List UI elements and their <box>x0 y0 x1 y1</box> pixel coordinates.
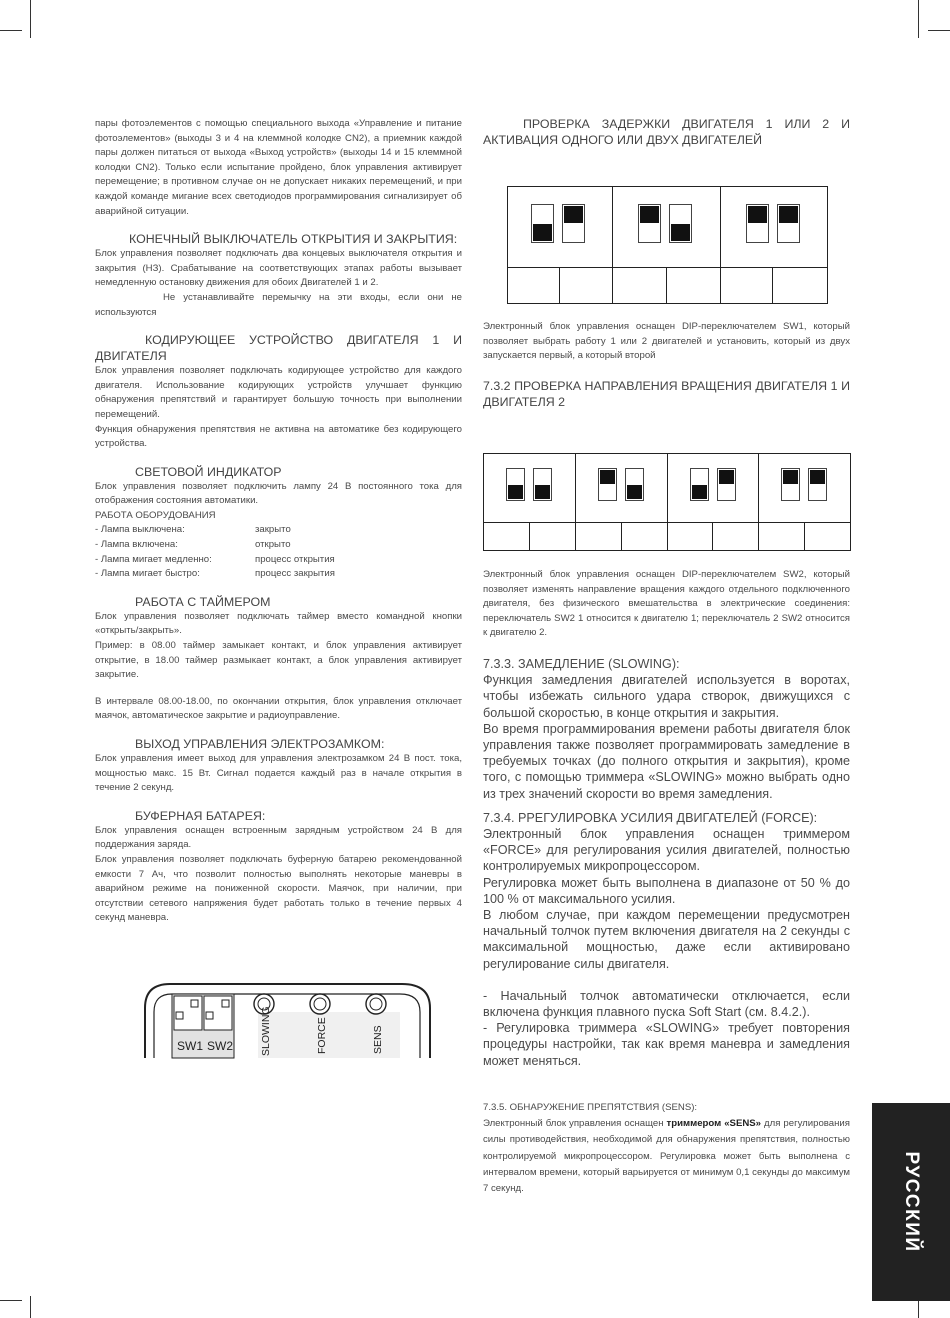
dip-switch-knob <box>600 470 615 484</box>
dip-switch-3-1 <box>746 204 769 243</box>
sens-heading: 7.3.5. ОБНАРУЖЕНИЕ ПРЕПЯТСТВИЯ (SENS): <box>483 1102 698 1113</box>
force-note-2: - Регулировка триммера «SLOWING» требует повторения процедуры настройки, так как время маневра и замедления может меняться. <box>483 1021 850 1068</box>
dip-switch-knob <box>719 470 734 484</box>
dip-switch-3-2 <box>777 204 800 243</box>
force-label: FORCE <box>316 1017 328 1054</box>
dip-switch-knob <box>783 470 798 484</box>
encoder-text: Блок управления позволяет подключать кодирующее устройство для каждого двигателя. Использование кодирующих устройств улучшает функцию обнаружения препятствий и гарантирует большую точность при выполнении перемещений. <box>95 365 462 420</box>
sw1-caption: Электронный блок управления оснащен DIP-переключателем SW1, который позволяет выбрать работу 1 или 2 двигателей и установить, который из двух запускается первый, а который второй <box>483 321 850 362</box>
limit-switch-heading: КОНЕЧНЫЙ ВЫКЛЮЧАТЕЛЬ ОТКРЫТИЯ И ЗАКРЫТИЯ: <box>129 232 458 247</box>
sens-section <box>483 1100 850 1197</box>
dip-switch-4-2 <box>808 468 827 501</box>
sw1-dip-diagram <box>507 186 828 304</box>
crop-mark <box>918 0 919 38</box>
sw2-dip-diagram <box>483 453 851 551</box>
dip-switch-1-1 <box>506 468 525 501</box>
delay-heading: ПРОВЕРКА ЗАДЕРЖКИ ДВИГАТЕЛЯ 1 ИЛИ 2 И АКТИВАЦИЯ ОДНОГО ИЛИ ДВУХ ДВИГАТЕЛЕЙ <box>483 117 850 147</box>
control-board-illustration <box>140 978 440 1063</box>
lamp-heading: СВЕТОВОЙ ИНДИКАТОР <box>135 464 282 479</box>
dip-switch-1-2 <box>533 468 552 501</box>
slowing-section <box>483 656 850 1069</box>
encoder-note: Функция обнаружения препятствия не активна на автоматике без кодирующего устройства. <box>95 423 462 450</box>
dip-switch-2-2 <box>669 204 692 243</box>
lamp-text: Блок управления позволяет подключить лампу 24 В постоянного тока для отображения состояния автоматики. <box>95 480 462 507</box>
crop-mark <box>30 0 31 38</box>
dip-switch-1-2 <box>562 204 585 243</box>
lamp-state-row: - Лампа мигает медленно: процесс открытия <box>95 553 335 565</box>
slowing-label: SLOWING <box>260 1006 272 1056</box>
dip-switch-4-1 <box>781 468 800 501</box>
left-column <box>95 117 462 926</box>
battery-text-2: Блок управления позволяет подключать буферную батарею рекомендованной емкости 7 Ач, что позволит полностью выполнять некоторые маневры в аварийном режиме на пониженной скорости. Маячок, при наличии, при отсутствии сетевого напряжения будет работать только в течение первых 4 секунд маневра. <box>95 853 462 924</box>
sw2-caption-block <box>483 568 850 641</box>
sens-label: SENS <box>372 1025 384 1054</box>
timer-text-1: Блок управления позволяет подключать таймер вместо командной кнопки «открыть/закрыть». <box>95 610 462 637</box>
sw1-label: SW1 <box>177 1039 204 1053</box>
dip-switch-2-1 <box>638 204 661 243</box>
encoder-heading: КОДИРУЮЩЕЕ УСТРОЙСТВО ДВИГАТЕЛЯ 1 И ДВИГАТЕЛЯ <box>95 333 462 364</box>
dip-switch-2-1 <box>598 468 617 501</box>
dip-switch-knob <box>692 485 707 499</box>
dip-switch-knob <box>779 206 798 223</box>
dip-switch-3-2 <box>717 468 736 501</box>
crop-mark <box>928 30 950 31</box>
dip-switch-knob <box>748 206 767 223</box>
force-heading: 7.3.4. РРЕГУЛИРОВКА УСИЛИЯ ДВИГАТЕЛЕЙ (FORCE): <box>483 810 818 825</box>
lock-heading: ВЫХОД УПРАВЛЕНИЯ ЭЛЕКТРОЗАМКОМ: <box>135 737 385 751</box>
dip-switch-knob <box>671 224 690 241</box>
lamp-subtitle: РАБОТА ОБОРУДОВАНИЯ <box>95 509 216 521</box>
dip-switch-knob <box>508 485 523 499</box>
lamp-state-row: - Лампа выключена: закрыто <box>95 524 291 536</box>
dip-switch-knob <box>535 485 550 499</box>
timer-heading: РАБОТА С ТАЙМЕРОМ <box>135 594 271 609</box>
crop-mark <box>0 30 22 31</box>
slowing-heading: 7.3.3. ЗАМЕДЛЕНИЕ (SLOWING): <box>483 657 680 671</box>
delay-heading-block <box>483 116 850 148</box>
intro-paragraph: пары фотоэлементов с помощью специального выхода «Управление и питание фотоэлементов» (выходы 3 и 4 на клеммной колодке CN2), а приемник каждой пары должен питаться от выхода «Выход устройств» (выходы 14 и 15 клеммной колодки CN2). Только если испытание пройдено, блок управления активирует перемещение; в противном случае он не допускает никаких перемещений, и при каждой команде мигание всех светодиодов программирования сигнализирует об аварийной ситуации. <box>95 118 462 217</box>
limit-switch-text: Блок управления позволяет подключать два концевых выключателя открытия и закрытия (НЗ). Срабатывание на соответствующих этапах работы вызывает немедленную остановку движения для обоих Двигателей 1 и 2. <box>95 248 462 289</box>
slowing-text-2: Во время программирования времени работы двигателя блок управления также позволяет программировать замедление в требуемых точках (до полного открытия и закрытия), кроме того, с помощью триммера «SLOWING» можно выбрать одно из трех значений скорости во время замедления. <box>483 721 850 801</box>
battery-text-1: Блок управления оснащен встроенным зарядным устройством 24 В для поддержания заряда. <box>95 824 462 851</box>
dip-switch-2-2 <box>625 468 644 501</box>
sw2-caption: Электронный блок управления оснащен DIP-переключателем SW2, который позволяет изменять направление вращения каждого отдельного подключенного двигателя, без физического вмешательства в электрические соединения: переключатель SW2 1 относится к двигателю 1; переключатель 2 SW2 относится к двигателю 2. <box>483 569 850 639</box>
sw1-caption-block <box>483 320 850 410</box>
timer-text-3: В интервале 08.00-18.00, по окончании открытия, блок управления отключает маячок, автоматическое закрытие и радиоуправление. <box>95 695 462 722</box>
crop-mark <box>30 1296 31 1318</box>
sw2-label: SW2 <box>207 1039 234 1053</box>
timer-text-2: Пример: в 08.00 таймер замыкает контакт, и блок управления активирует открытие, в 18.00 таймер размыкает контакт, а блок управления активирует закрытие. <box>95 640 462 681</box>
dip-switch-knob <box>627 485 642 499</box>
force-text-3: В любом случае, при каждом перемещении предусмотрен начальный толчок путем включения двигателя на 2 секунды с максимальной мощностью, даже если активировано регулирование силы двигателя. <box>483 908 850 971</box>
dip-switch-knob <box>640 206 659 223</box>
force-note-1: - Начальный толчок автоматически отключается, если включена функция плавного пуска Soft Start (см. 8.4.2.). <box>483 988 850 1020</box>
dip-switch-knob <box>564 206 583 223</box>
lamp-state-row: - Лампа включена: открыто <box>95 539 291 551</box>
slowing-text-1: Функция замедления двигателей используется в воротах, чтобы избежать сильного удара створок, движущихся с большой скоростью, в конце открытия и закрытия. <box>483 673 850 720</box>
dip-switch-1-1 <box>531 204 554 243</box>
dip-switch-knob <box>810 470 825 484</box>
limit-switch-note: Не устанавливайте перемычку на эти входы, если они не используются <box>95 291 462 318</box>
language-tab-label: РУССКИЙ <box>901 1151 922 1253</box>
force-text-1: Электронный блок управления оснащен триммером «FORCE» для регулирования усилия двигателей, полностью контролируемых микропроцессором. <box>483 827 850 874</box>
crop-mark <box>0 1300 22 1301</box>
lock-text: Блок управления имеет выход для управления электрозамком 24 В пост. тока, мощностью макс. 15 Вт. Сигнал подается каждый раз в начале открытия в течение 2 секунд. <box>95 753 462 794</box>
direction-heading: 7.3.2 ПРОВЕРКА НАПРАВЛЕНИЯ ВРАЩЕНИЯ ДВИГАТЕЛЯ 1 И ДВИГАТЕЛЯ 2 <box>483 378 850 409</box>
force-text-2: Регулировка может быть выполнена в диапазоне от 50 % до 100 % от максимального усилия. <box>483 875 850 906</box>
dip-switch-3-1 <box>690 468 709 501</box>
sens-text: Электронный блок управления оснащен триммером «SENS» для регулирования силы противодействия, необходимой для обнаружения препятствия, полностью контролируемой микропроцессором. Регулировка может быть выполнена с интервалом времени, который варьируется от минимум 0,1 секунды до максимум 7 секунд. <box>483 1118 850 1195</box>
language-tab <box>872 1103 950 1301</box>
lamp-state-row: - Лампа мигает быстро: процесс закрытия <box>95 568 335 580</box>
battery-heading: БУФЕРНАЯ БАТАРЕЯ: <box>135 808 266 823</box>
dip-switch-knob <box>533 224 552 241</box>
